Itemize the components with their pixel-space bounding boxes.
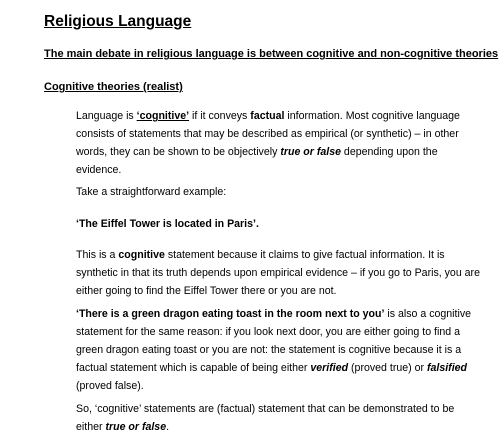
text: . (166, 421, 170, 433)
paragraph-eiffel-example (76, 215, 480, 233)
paragraph-conclusion (76, 400, 480, 436)
paragraph-example-intro (76, 183, 480, 201)
term-factual: factual (250, 110, 285, 122)
eiffel-statement: ‘The Eiffel Tower is located in Paris’. (76, 218, 259, 230)
text: (proved true) or (348, 362, 427, 374)
text: (proved false). (76, 380, 144, 392)
text: if it conveys (189, 110, 251, 122)
text: statement because it claims to give factual information. It is synthetic in that its truth depends upon empirical evidence – if you go to Paris, you are either going to find the Eiffel Tower there or you are not. (76, 249, 480, 297)
text: depending upon the evidence. (76, 146, 438, 176)
term-cognitive: cognitive (118, 249, 165, 261)
term-cognitive: ‘cognitive’ (136, 110, 190, 122)
text: information. Most cognitive language consists of statements that may be described as empirical (or synthetic) – in other words, they can be shown to be objectively (76, 110, 460, 158)
text: Take a straightforward example: (76, 186, 227, 198)
term-verified: verified (310, 362, 349, 374)
paragraph-definition (76, 107, 480, 179)
term-falsified: falsified (426, 362, 468, 374)
page-title: Religious Language (44, 13, 192, 30)
term-true-or-false: true or false (105, 421, 167, 433)
section-heading: Cognitive theories (realist) (44, 81, 183, 93)
text: So, ‘cognitive’ statements are (factual) statement that can be demonstrated to be either (76, 403, 455, 433)
text: Language is (76, 110, 137, 122)
paragraph-dragon-example (76, 305, 480, 395)
paragraph-eiffel-explanation (76, 246, 480, 300)
text: This is a (76, 249, 119, 261)
dragon-statement: ‘There is a green dragon eating toast in the room next to you’ (76, 308, 385, 320)
term-true-or-false: true or false (280, 146, 341, 158)
text: is also a cognitive statement for the same reason: if you look next door, you are either going to find a green dragon eating toast or you are not: the statement is cognitive because it is a factual statement which is capable of being either (76, 308, 472, 374)
main-debate-subtitle: The main debate in religious language is between cognitive and non-cognitive theories (44, 48, 499, 60)
